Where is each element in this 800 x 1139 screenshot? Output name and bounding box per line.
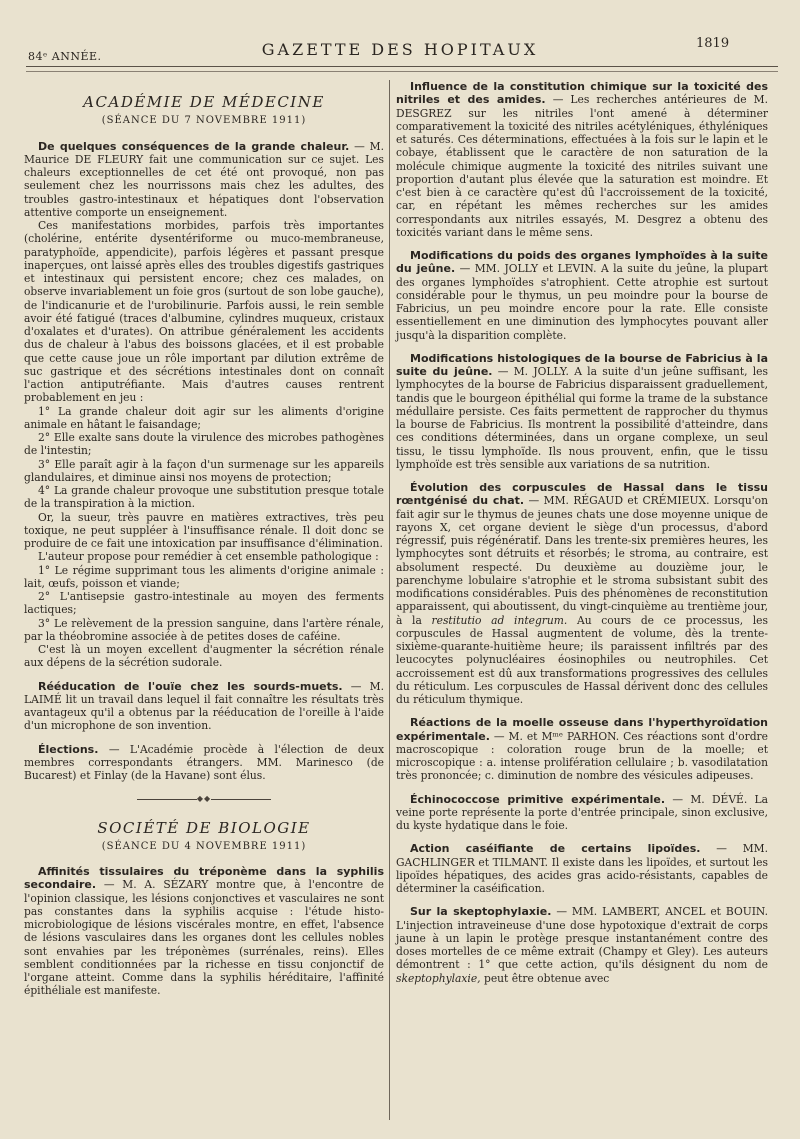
- article-skeptophylaxie: [396, 905, 768, 985]
- article-text: — M. DÉVÉ. La veine porte représente la porte d'entrée principale, sinon exclusive, du kyste hydatique dans le foie.: [396, 792, 768, 832]
- article-text: — L'Académie procède à l'élection de deux membres correspondants étrangers. MM. Marinesco (de Bucarest) et Finlay (de la Havane) sont élus.: [24, 742, 384, 782]
- term-italic: skeptophylaxie,: [396, 971, 481, 985]
- article-histologiques: [396, 352, 768, 471]
- list-item: 4° La grande chaleur provoque une substitution presque totale de la transpiration à la miction.: [24, 484, 384, 511]
- article-hassal: [396, 481, 768, 706]
- article-title: Modifications du poids des organes lymphoïdes à la suite du jeûne.: [396, 249, 768, 276]
- left-column: [24, 80, 384, 1008]
- article-text: — M. et Mᵐᵉ PARHON. Ces réactions sont d'ordre macroscopique : coloration rouge brun de la moelle; et microscopique : a. intense prolifération cellulaire ; b. vasodilatation très prononcée; c. diminution de nombre des vésicules adipeuses.: [396, 729, 768, 783]
- article-text: — M. Maurice DE FLEURY fait une communication sur ce sujet. Les chaleurs exceptionnelles de cet été ont provoqué, non pas seulement chez les nourrissons mais chez les adultes, des troubles gastro-intestinaux et hépatiques dont l'observation attentive comporte un enseignement.: [24, 139, 384, 219]
- article-title: Rééducation de l'ouïe chez les sourds-muets.: [38, 679, 343, 693]
- page-number: 1819: [696, 36, 730, 51]
- section-subtitle-biologie: (SÉANCE DU 4 NOVEMBRE 1911): [101, 840, 307, 852]
- article-title: Réactions de la moelle osseuse dans l'hyperthyroïdation expérimentale.: [396, 716, 768, 743]
- list-item: 1° La grande chaleur doit agir sur les aliments d'origine animale en hâtant le faisandage;: [24, 404, 384, 431]
- article-title: Élections.: [38, 742, 99, 756]
- list-item: 3° Le relèvement de la pression sanguine, dans l'artère rénale, par la théobromine associée à de petites doses de caféine.: [24, 616, 384, 643]
- ornament-glyph: ◆◆: [196, 794, 212, 804]
- section-subtitle-academie: (SÉANCE DU 7 NOVEMBRE 1911): [101, 115, 307, 127]
- article-title: Influence de la constitution chimique sur la toxicité des nitriles et des amides.: [396, 80, 768, 107]
- article-text: — Les recherches antérieures de M. DESGREZ sur les nitriles l'ont amené à déterminer comparativement la toxicité des nitriles acétyléniques, éthyléniques et saturés. Ces déterminations, effectuées à la fois sur le lapin et le cobaye, établissent que le caractère de non saturation de la molécule chimique augmente la toxicité des nitriles suivant une proportion d'autant plus élevée que la saturation est moindre. Et c'est bien à ce caractère qu'est dû l'accroissement de la toxicité, car, en répétant les mêmes recherches sur les amides correspondants aux nitriles essayés, M. Desgrez a obtenu des toxicités variant dans le même sens.: [396, 93, 769, 239]
- article-reeducation: [24, 680, 384, 733]
- article-moelle: [396, 716, 768, 782]
- article-lymphoides: [396, 249, 768, 342]
- article-title: Évolution des corpuscules de Hassal dans le tissu rœntgénisé du chat.: [396, 481, 768, 508]
- article-text: — MM. JOLLY et LEVIN. A la suite du jeûne, la plupart des organes lymphoïdes s'atrophient. Cette atrophie est surtout considérable pour le thymus, un peu moindre pour la bourse de Fabricius, un peu moindre encore pour la rate. Elle consiste essentiellement en une diminution des lymphocytes pouvant aller jusqu'à la disparition complète.: [396, 262, 768, 342]
- issue-year: 84ᵉ ANNÉE.: [28, 50, 102, 63]
- article-text: — MM. LAMBERT, ANCEL et BOUIN. L'injection intraveineuse d'une dose hypotoxique d'extrait de corps jaune à un lapin le protège presque instantanément contre des doses mortelles de ce même extrait (Champy et Gley). Les auteurs démontrent : 1° que cette action, qu'ils désignent du nom de: [396, 905, 768, 972]
- header-rule-2: [26, 71, 778, 72]
- right-column: [396, 80, 768, 995]
- article-title: De quelques conséquences de la grande chaleur.: [38, 139, 350, 153]
- article-elections: [24, 743, 384, 783]
- list-item: 2° Elle exalte sans doute la virulence des microbes pathogènes de l'intestin;: [24, 431, 384, 458]
- column-divider: [389, 80, 390, 1120]
- list-item: 3° Elle paraît agir à la façon d'un surmenage sur les appareils glandulaires, et diminue ainsi nos moyens de protection;: [24, 457, 384, 484]
- article-title: Sur la skeptophylaxie.: [410, 905, 552, 919]
- section-ornament: [24, 792, 384, 805]
- list-item: 2° L'antisepsie gastro-intestinale au moyen des ferments lactiques;: [24, 590, 384, 617]
- paragraph: L'auteur propose pour remédier à cet ensemble pathologique :: [38, 550, 379, 564]
- article-text: — M. JOLLY. A la suite d'un jeûne suffisant, les lymphocytes de la bourse de Fabricius disparaissent graduellement, tandis que le bourgeon épithélial qui forme la trame de la substance médullaire persiste. Ces faits permettent de rapprocher du thymus la bourse de Fabricius. Ils montrent la possibilité d'atteindre, dans ces conditions déterminées, dans un organe complexe, un seul tissu, le tissu lymphoïde. Ils nous prouvent, enfin, que le tissu lymphoïde est très sensible aux variations de sa nutrition.: [396, 365, 768, 471]
- article-title: Échinococcose primitive expérimentale.: [410, 792, 666, 806]
- article-chaleur: [24, 140, 384, 670]
- article-text: — M. LAIMÉ lit un travail dans lequel il fait connaître les résultats très avantageux qu'il a obtenus par la rééducation de l'oreille à l'aide d'un microphone de son invention.: [24, 679, 384, 733]
- masthead-title: GAZETTE DES HOPITAUX: [261, 40, 539, 59]
- section-title-biologie: SOCIÉTÉ DE BIOLOGIE: [97, 818, 311, 837]
- article-text: Au cours de ce processus, les corpuscules de Hassal augmentent de volume, dès la trente-sixième-quarante-huitième heure; ils paraissent infiltrés par des leucocytes polynucléaires éosinophiles ou neutrophiles. Cet accroissement est dû aux transformations progressives des cellules du réticulum. Les corpuscules de Hassal dérivent donc des cellules du réticulum thymique.: [396, 613, 768, 706]
- article-text: — MM. RÉGAUD et CRÉMIEUX. Lorsqu'on fait agir sur le thymus de jeunes chats une dose moyenne unique de rayons X, cet organe devient le siège d'un processus, d'abord régressif, puis régénératif. Dans les trente-six premières heures, les lymphocytes sont détruits et résorbés; le stroma, au contraire, est absolument respecté. Du deuxième au douzième jour, le parenchyme lobulaire s'atrophie et le stroma subsistant subit des modifications considérables. Puis des phénomènes de reconstitution apparaissent, qui aboutissent, du vingt-cinquième au trentième jour, à la: [396, 494, 768, 627]
- header-rule: [26, 66, 778, 67]
- list-item: 1° Le régime supprimant tous les aliments d'origine animale : lait, œufs, poisson et viande;: [24, 563, 384, 590]
- paragraph: Or, la sueur, très pauvre en matières extractives, très peu toxique, ne peut suppléer à l'insuffisance rénale. Il doit donc se produire de ce fait une intoxication par insuffisance d'élimination.: [24, 510, 384, 550]
- article-echinococcose: [396, 793, 768, 833]
- article-text: — M. A. SÉZARY montre que, à l'encontre de l'opinion classique, les lésions conjonctives et vasculaires ne sont pas constantes dans la syphilis acquise : l'étude histo-microbiologique de lésions viscérales montre, en effet, l'absence de lésions vasculaires dans les organes dont les cellules nobles sont envahies par les tréponèmes (surrénales, reins). Elles semblent conditionnées par la richesse en tissu conjonctif de l'organe atteint. Comme dans la syphilis héréditaire, l'affinité épithéliale est manifeste.: [24, 878, 384, 998]
- paragraph: C'est là un moyen excellent d'augmenter la sécrétion rénale aux dépens de la sécrétion sudorale.: [24, 643, 384, 670]
- article-title: Affinités tissulaires du tréponème dans la syphilis secondaire.: [24, 865, 384, 892]
- article-affinites: [24, 865, 384, 998]
- article-nitriles: [396, 80, 768, 239]
- paragraph: Ces manifestations morbides, parfois très importantes (cholérine, entérite dysentériforme ou muco-membraneuse, paratyphoïde, appendicite), parfois légères et passant presque inaperçues, ont laissé après elles des troubles digestifs gastriques et intestinaux qui persistent encore; chez ces malades, on observe invariablement un foie gros (surtout de son lobe gauche), de l'indicanurie et de l'urobilinurie. Parfois aussi, le rein semble avoir été fatigué (traces d'albumine, cylindres muqueux, cristaux d'oxalates et d'urates). On attribue généralement les accidents dus de chaleur à l'abus des boissons glacées, et il est probable que cette cause joue un rôle important par dilution extrême de suc gastrique et des sécrétions intestinales dont on connaît l'action antiputréfiante. Mais d'autres causes rentrent probablement en jeu :: [24, 219, 384, 405]
- latin-phrase: restitutio ad integrum.: [431, 613, 568, 627]
- article-title: Action caséifiante de certains lipoïdes.: [410, 842, 701, 856]
- article-title: Modifications histologiques de la bourse de Fabricius à la suite du jeûne.: [396, 351, 768, 378]
- article-text: — MM. GACHLINGER et TILMANT. Il existe dans les lipoïdes, et surtout les lipoïdes hépatiques, des acides gras acido-résistants, capables de déterminer la caséification.: [396, 842, 769, 895]
- article-lipoides: [396, 842, 768, 895]
- article-text: peut être obtenue avec: [483, 971, 610, 985]
- section-title-academie: ACADÉMIE DE MÉDECINE: [83, 93, 325, 111]
